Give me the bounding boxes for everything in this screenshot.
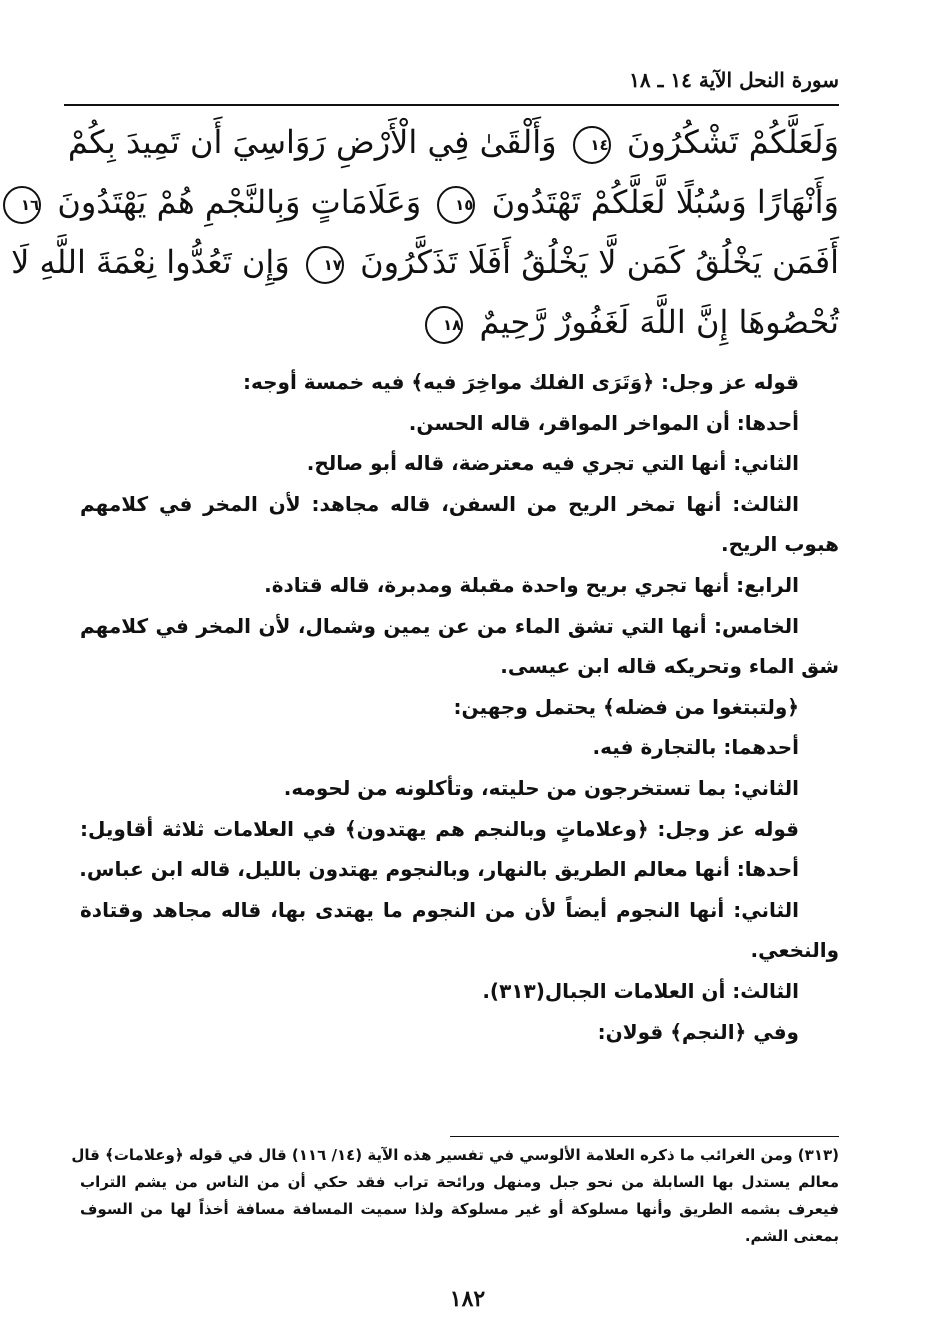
verse-text: وَعَلَامَاتٍ وَبِالنَّجْمِ هُمْ يَهْتَدُونَ	[57, 183, 422, 221]
commentary-line: قوله عز وجل: ﴿وَتَرَى الفلك مواخِرَ فيه﴾ فيه خمسة أوجه:	[243, 370, 799, 394]
verse-line-1	[67, 112, 839, 172]
verse-number-marker: ١٧	[306, 246, 344, 284]
commentary-line: أحدهما: بالتجارة فيه.	[592, 735, 799, 760]
verse-text: أَفَمَن يَخْلُقُ كَمَن لَّا يَخْلُقُ أَفَلَا تَذَكَّرُونَ	[360, 243, 839, 281]
commentary-body	[80, 362, 839, 1052]
commentary-line: ﴿ولتبتغوا من فضله﴾ يحتمل وجهين:	[453, 694, 799, 719]
footnotes	[71, 1142, 839, 1250]
running-header	[64, 60, 839, 100]
commentary-line: الثالث: أن العلامات الجبال(٣١٣).	[482, 978, 799, 1003]
page-number: ١٨٢	[449, 1286, 486, 1312]
verse-number-marker: ١٨	[425, 306, 463, 344]
commentary-line: والنخعي.	[750, 938, 839, 963]
verse-line-4	[72, 292, 839, 352]
verse-number-marker: ١٦	[3, 186, 41, 224]
commentary-line: أحدها: أن المواخر المواقر، قاله الحسن.	[408, 410, 799, 435]
verse-text: وَأَلْقَىٰ فِي الْأَرْضِ رَوَاسِيَ أَن تَمِيدَ بِكُمْ	[67, 123, 557, 161]
footnote-line: (٣١٣) ومن الغرائب ما ذكره العلامة الألوسي في تفسير هذه الآية (١٤/ ١١٦) قال في قوله ﴿وعلامات﴾ قال	[71, 1146, 839, 1164]
commentary-line: الثالث: أنها تمخر الريح من السفن، قاله مجاهد: لأن المخر في كلامهم	[80, 491, 799, 516]
commentary-line: الخامس: أنها التي تشق الماء من عن يمين وشمال، لأن المخر في كلامهم	[80, 613, 799, 638]
commentary-line: وفي ﴿النجم﴾ قولان:	[597, 1019, 799, 1044]
verse-line-2	[20, 172, 839, 232]
commentary-line: هبوب الريح.	[721, 532, 839, 557]
footnote-line: بمعنى الشم.	[744, 1227, 839, 1245]
verse-text: وَأَنْهَارًا وَسُبُلًا لَّعَلَّكُمْ تَهْتَدُونَ	[491, 183, 839, 221]
verse-text: وَلَعَلَّكُمْ تَشْكُرُونَ	[626, 123, 839, 161]
footnote-line: فيعرف بشمه الطريق وأنها مسلوكة أو غير مسلوكة ولذا سميت المسافة مسافة أخذاً لها من السوف	[80, 1200, 839, 1218]
verse-number-marker: ١٤	[573, 126, 611, 164]
footnote-line: معالم يستدل بها السابلة من نحو جبل ومنهل ورائحة تراب فقد حكي أن من الناس من يشم التراب	[80, 1173, 839, 1191]
commentary-line: أحدها: أنها معالم الطريق بالنهار، وبالنجوم يهتدون بالليل، قاله ابن عباس.	[79, 857, 799, 882]
verse-text: تُحْصُوهَا إِنَّ اللَّهَ لَغَفُورٌ رَّحِيمٌ	[479, 303, 839, 341]
header-title: سورة النحل الآية ١٤ ـ ١٨	[629, 68, 839, 92]
commentary-line: الثاني: أنها التي تجري فيه معترضة، قاله أبو صالح.	[306, 451, 799, 476]
commentary-line: شق الماء وتحريكه قاله ابن عيسى.	[500, 654, 839, 679]
verse-text: وَإِن تَعُدُّوا نِعْمَةَ اللَّهِ لَا	[11, 243, 290, 281]
commentary-line: قوله عز وجل: ﴿وعلاماتٍ وبالنجم هم يهتدون﴾ في العلامات ثلاثة أقاويل:	[80, 816, 799, 841]
header-rule	[64, 104, 839, 106]
verse-line-3	[11, 232, 839, 292]
commentary-line: الثاني: أنها النجوم أيضاً لأن من النجوم ما يهتدى بها، قاله مجاهد وقتادة	[80, 897, 799, 922]
verse-number-marker: ١٥	[437, 186, 475, 224]
footnote-rule	[450, 1136, 839, 1137]
quran-verses	[11, 112, 839, 362]
commentary-line: الرابع: أنها تجري بريح واحدة مقبلة ومدبرة، قاله قتادة.	[264, 572, 799, 597]
commentary-line: الثاني: بما تستخرجون من حليته، وتأكلونه من لحومه.	[283, 775, 799, 800]
